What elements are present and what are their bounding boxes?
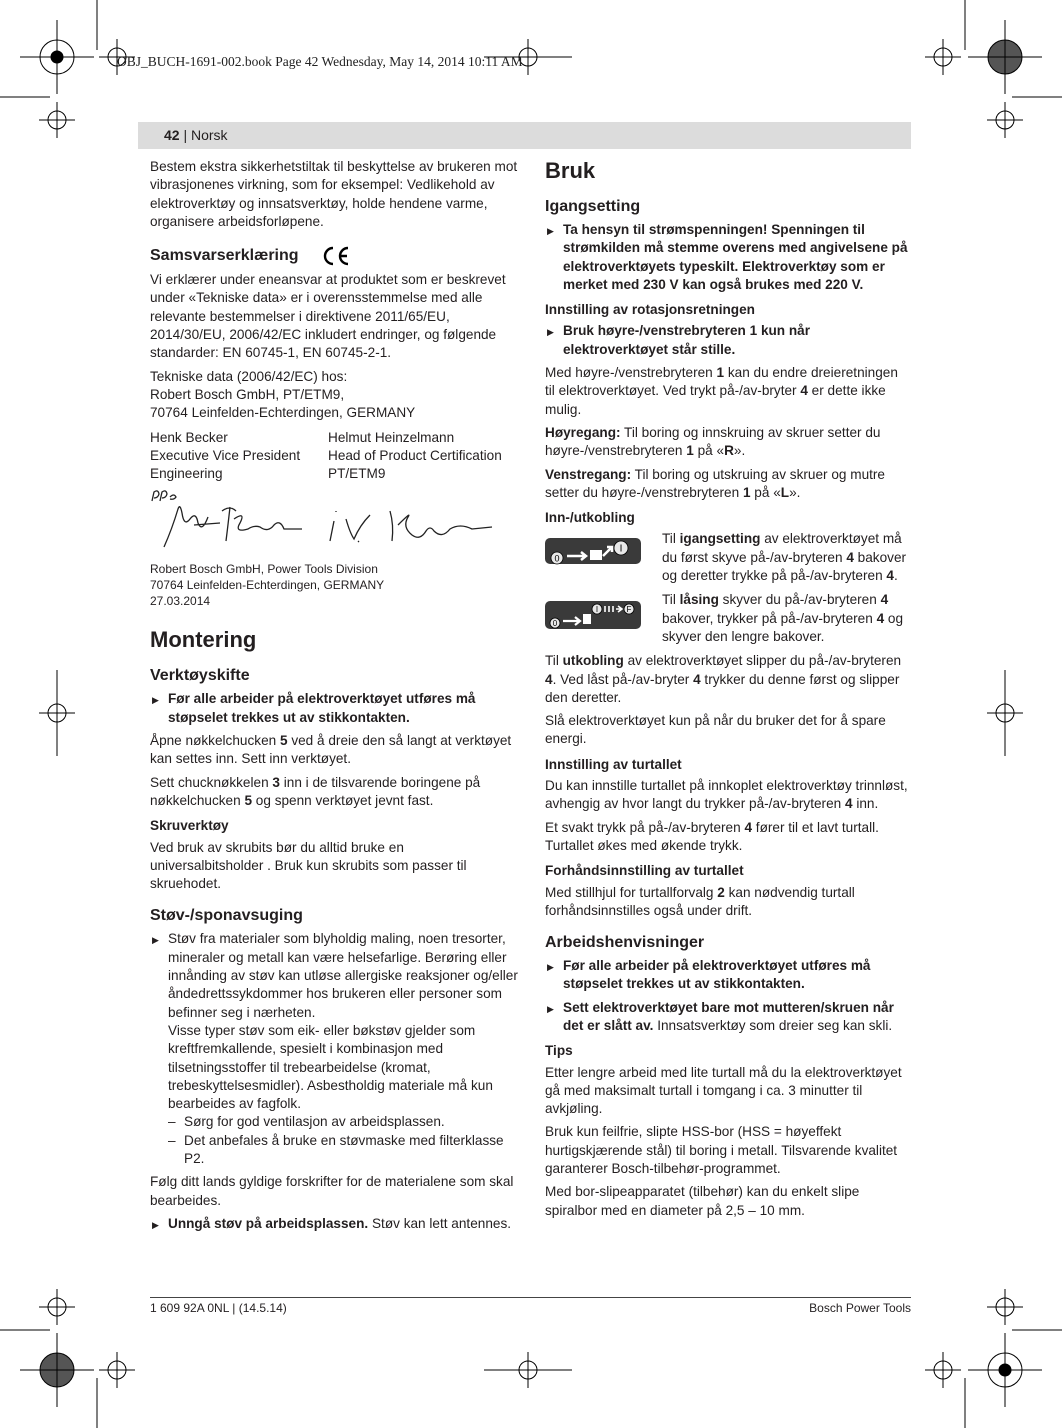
- switch-off-paragraph: [545, 652, 911, 707]
- hoyregang-paragraph: [545, 424, 911, 461]
- left-column: [150, 158, 520, 1238]
- rotation-p-b: kan du endre dreieretningen til elektroverktøyet. Ved trykt på-/av-bryter: [545, 365, 898, 399]
- voltage-warning: ▶ Ta hensyn til strømspenningen! Spenningen til strømkilden må stemme overens med angivelsene på elektroverktøyets typeskilt. Elektroverktøy som er merket med 230 V kan også brukes med 220 V.: [545, 221, 911, 294]
- lock-num1: 4: [880, 592, 889, 608]
- header-separator: |: [179, 127, 191, 143]
- off-b: av elektroverktøyet slipper du på-/av-bryteren: [623, 653, 902, 669]
- verktoyskifte-heading: Verktøyskifte: [150, 667, 250, 685]
- company-block: [150, 561, 520, 609]
- on-num2: 4: [886, 568, 894, 584]
- switch-lock-label-i: I: [595, 605, 599, 615]
- rotation-p-n1: 1: [716, 365, 725, 381]
- dust-avoid: [150, 1215, 520, 1233]
- switch-on-label-i: I: [619, 543, 623, 555]
- speed-p1-num: 4: [844, 796, 853, 812]
- signatories: [150, 429, 520, 484]
- crop-mark-bottom-left: [0, 1289, 135, 1428]
- preset-paragraph: [545, 884, 911, 921]
- chuck-p1-num: 5: [279, 733, 288, 749]
- signatory-1-name: Henk Becker: [150, 429, 228, 445]
- print-slug: OBJ_BUCH-1691-002.book Page 42 Wednesday, May 14, 2014 10:11 AM: [117, 54, 523, 69]
- tips-paragraph-2: Bruk kun feilfrie, slipte HSS-bor (HSS = høyeffekt hurtigskjærende stål) til boring i metall. Tilsvarende kvalitet garanterer Bosch-tilbehør-programmet.: [545, 1124, 898, 1177]
- on-bold: igangsetting: [679, 531, 761, 547]
- company-date: 27.03.2014: [150, 594, 211, 609]
- lock-d: og skyver den lengre bakover.: [662, 610, 904, 644]
- right-column: [545, 158, 911, 1225]
- on-b: av elektroverktøyet må du først skyve på-/av-bryteren: [662, 531, 902, 565]
- switch-lock-block: [545, 591, 911, 646]
- rotation-p-a: Med høyre-/venstrebryteren: [545, 365, 717, 381]
- off-bold: utkobling: [562, 653, 624, 669]
- tips-heading: Tips: [545, 1043, 573, 1059]
- signatory-2-name: Helmut Heinzelmann: [328, 429, 455, 445]
- switch-on-label-0: 0: [554, 553, 560, 564]
- preset-heading: Forhåndsinnstilling av turtallet: [545, 863, 744, 879]
- hoyregang-num: 1: [686, 443, 694, 459]
- lock-num2: 4: [876, 610, 885, 626]
- page-header: [164, 127, 228, 143]
- speed-paragraph-1: [545, 777, 911, 814]
- signatory-1-title: Executive Vice President: [150, 447, 301, 463]
- chuck-p1-b: ved å dreie den så langt at verktøyet kan settes inn. Sett inn verktøyet.: [150, 733, 512, 767]
- off-num1: 4: [545, 671, 553, 687]
- rotation-paragraph: [545, 364, 911, 419]
- skruverktoy-text: Ved bruk av skrubits bør du alltid bruke en universalbitsholder . Bruk kun skrubits som passer til skruehodet.: [150, 839, 467, 892]
- dust-avoid-bold: Unngå støv på arbeidsplassen.: [168, 1215, 369, 1231]
- bruk-heading: Bruk: [545, 158, 596, 183]
- page-number: 42: [164, 127, 180, 143]
- switch-on-diagram-icon: [545, 536, 641, 566]
- work-heading: Arbeidshenvisninger: [545, 934, 705, 952]
- handwritten-signatures: [150, 489, 510, 555]
- crop-mark-top-left: [0, 0, 135, 138]
- off-num2: 4: [693, 671, 701, 687]
- signatory-1: [150, 429, 328, 484]
- venstregang-a: Til boring og utskruing av skruer og mutre setter du høyre-/venstrebryteren: [545, 466, 885, 500]
- signatory-2-dept: PT/ETM9: [328, 466, 386, 482]
- techdata-line-3: 70764 Leinfelden-Echterdingen, GERMANY: [150, 405, 416, 421]
- chuck-p2-num1: 3: [272, 774, 280, 790]
- techdata-line-1: Tekniske data (2006/42/EC) hos:: [150, 368, 348, 384]
- chuck-p2-num2: 5: [244, 792, 253, 808]
- chuck-p2-c: og spenn verktøyet jevnt fast.: [252, 792, 434, 808]
- hoyregang-c: ».: [733, 443, 746, 459]
- crop-mark-middle-right: [987, 670, 1023, 756]
- chuck-p2-a: Sett chucknøkkelen: [150, 774, 273, 790]
- chuck-paragraph-2: [150, 774, 520, 811]
- speed-p1-b: inn.: [852, 796, 879, 812]
- switch-on-figure: [545, 530, 662, 585]
- dust-bullet: ▶ Støv fra materialer som blyholdig maling, noen tresorter, mineraler og metall kan være helsefarlige. Berøring eller innånding av støv kan utløse allergiske reaksjoner og/eller åndedrettssykdommer hos brukeren eller personer som befinner seg i nærheten.: [150, 930, 520, 1021]
- venstregang-b: på «: [750, 484, 781, 500]
- speed-p2-a: Et svakt trykk på på-/av-bryteren: [545, 819, 745, 835]
- rotation-p-n2: 4: [800, 383, 808, 399]
- conformity-heading-text: Samsvarserklæring: [150, 247, 299, 265]
- switch-lock-figure: [545, 591, 662, 646]
- preset-num: 2: [717, 884, 725, 900]
- preset-b: kan nødvendig turtall forhåndsinnstilles også under drift.: [545, 884, 855, 918]
- on-d: .: [893, 568, 898, 584]
- work-warning-2-bold: Sett elektroverktøyet bare mot mutteren/skruen når det er slått av.: [563, 999, 894, 1033]
- hoyregang-letter: R: [724, 443, 734, 459]
- dust-dash-2: – Det anbefales å bruke en støvmaske med filterklasse P2.: [150, 1132, 520, 1169]
- venstregang-num: 1: [742, 484, 751, 500]
- work-warning-2-rest: Innsatsverktøy som dreier seg kan skli.: [653, 1017, 893, 1033]
- hoyregang-b: på «: [693, 443, 725, 459]
- on-a: Til: [662, 531, 680, 547]
- energy-paragraph: Slå elektroverktøyet kun på når du bruker det for å spare energi.: [545, 713, 886, 747]
- skruverktoy-heading: Skruverktøy: [150, 818, 229, 834]
- rotation-warning: ▶ Bruk høyre-/venstrebryteren 1 kun når elektroverktøyet står stille.: [545, 322, 911, 359]
- work-warning-1: ▶ Før alle arbeider på elektroverktøyet utføres må støpselet trekkes ut av stikkontakten.: [545, 957, 911, 994]
- verktoyskifte-warning: ▶ Før alle arbeider på elektroverktøyet utføres må støpselet trekkes ut av stikkontakten.: [150, 690, 520, 727]
- venstregang-label: Venstregang:: [545, 466, 632, 482]
- company-line-2: 70764 Leinfelden-Echterdingen, GERMANY: [150, 578, 385, 593]
- onoff-heading: Inn-/utkobling: [545, 510, 635, 526]
- off-a: Til: [545, 653, 563, 669]
- signatory-2-title: Head of Product Certification: [328, 447, 502, 463]
- switch-lock-label-0: 0: [552, 619, 558, 629]
- chuck-paragraph-1: [150, 732, 520, 769]
- off-c: . Ved låst på-/av-bryter: [552, 671, 694, 687]
- dust-rules: Følg ditt lands gyldige forskrifter for de materialene som skal bearbeides.: [150, 1174, 514, 1208]
- tips-paragraph-1: Etter lengre arbeid med lite turtall må du la elektroverktøyet gå med maksimalt turtall i tomgang i ca. 3 minutter til avkjøling.: [545, 1064, 902, 1117]
- company-line-1: Robert Bosch GmbH, Power Tools Division: [150, 562, 378, 577]
- conformity-text: Vi erklærer under eneansvar at produktet som er beskrevet under «Tekniske data» er i overensstemmelse med alle relevante bestemmelser i direktivene 2011/65/EU, 2014/30/EU, 2006/42/EC inkludert endringer, og følgende standarder: EN 60745-1, EN 60745-2-1.: [150, 272, 506, 361]
- rotation-p-c: er dette ikke mulig.: [545, 383, 886, 417]
- crop-mark-top-right: [925, 0, 1062, 138]
- chuck-p2-b: inn i de tilsvarende boringene på nøkkelchucken: [150, 774, 481, 808]
- signatory-2: [328, 429, 518, 484]
- crop-mark-bottom-right: [925, 1289, 1062, 1428]
- off-d: trykker du denne først og slipper den deretter.: [545, 671, 900, 705]
- montering-heading: Montering: [150, 627, 257, 653]
- conformity-heading: [150, 245, 520, 267]
- lock-c: bakover, trykker på på-/av-bryteren: [662, 610, 877, 626]
- lock-b: skyver du på-/av-bryteren: [718, 592, 881, 608]
- preset-a: Med stillhjul for turtallforvalg: [545, 884, 718, 900]
- header-language: Norsk: [191, 127, 228, 143]
- footer-right: Bosch Power Tools: [809, 1301, 911, 1315]
- work-warning-2: [545, 999, 911, 1036]
- lock-bold: låsing: [679, 592, 719, 608]
- crop-mark-middle-left: [39, 670, 75, 756]
- switch-on-block: [545, 530, 911, 585]
- tips-paragraph-3: Med bor-slipeapparatet (tilbehør) kan du enkelt slipe spiralbor med en diameter på 2,5 – 10 mm.: [545, 1184, 860, 1218]
- hoyregang-label: Høyregang:: [545, 424, 621, 440]
- speed-paragraph-2: [545, 819, 911, 856]
- dust-heading: Støv-/sponavsuging: [150, 907, 303, 925]
- speed-p2-b: fører til et lavt turtall. Turtallet økes med økende trykk.: [545, 819, 879, 853]
- chuck-p1-a: Åpne nøkkelchucken: [150, 733, 280, 749]
- speed-p1-a: Du kan innstille turtallet på innkoplet elektroverktøy trinnløst, avhengig av hvor langt du trykker på-/av-bryteren: [545, 778, 908, 812]
- igangsetting-heading: Igangsetting: [545, 198, 641, 215]
- vibration-intro: Bestem ekstra sikkerhetstiltak til beskyttelse av brukeren mot vibrasjonenes virkning, som for eksempel: Vedlikehold av elektroverktøy og innsatsverktøy, holde hendene varme, organisere arbeidsforløpene.: [150, 159, 518, 229]
- dust-dash-1: – Sørg for god ventilasjon av arbeidsplassen.: [150, 1113, 520, 1131]
- techdata-line-2: Robert Bosch GmbH, PT/ETM9,: [150, 386, 345, 402]
- switch-lock-diagram-icon: [545, 597, 641, 631]
- speed-p2-num: 4: [744, 819, 753, 835]
- crop-mark-bottom-center: [484, 1352, 572, 1388]
- footer-rule: [150, 1297, 911, 1298]
- venstregang-letter: L: [780, 484, 790, 500]
- lock-a: Til: [662, 592, 680, 608]
- page-header-bar: [138, 122, 911, 149]
- footer-left: 1 609 92A 0NL | (14.5.14): [150, 1301, 287, 1315]
- on-num1: 4: [846, 549, 854, 565]
- switch-lock-label-f: F: [626, 605, 632, 615]
- switch-lock-text: [662, 591, 911, 646]
- techdata-block: [150, 368, 520, 423]
- rotation-heading: Innstilling av rotasjonsretningen: [545, 302, 755, 318]
- ce-mark-icon: [319, 245, 351, 267]
- signatory-1-dept: Engineering: [150, 466, 223, 482]
- hoyregang-a: Til boring og innskruing av skruer setter du høyre-/venstrebryteren: [545, 424, 881, 459]
- dust-bullet-continued: Visse typer støv som eik- eller bøkstøv gjelder som kreftfremkallende, spesielt i kombinasjon med tilsetningsstoffer til trebearbeidelse (kromat, trebeskyttelsesmidler). Asbestholdig materiale må kun bearbeides av fagfolk.: [168, 1022, 493, 1112]
- dust-avoid-rest: Støv kan lett antennes.: [368, 1215, 512, 1231]
- on-c: bakover og deretter trykke på på-/av-bryteren: [662, 549, 907, 584]
- speed-heading: Innstilling av turtallet: [545, 756, 682, 772]
- venstregang-paragraph: [545, 466, 911, 503]
- switch-on-text: [662, 530, 911, 585]
- venstregang-c: ».: [789, 484, 801, 500]
